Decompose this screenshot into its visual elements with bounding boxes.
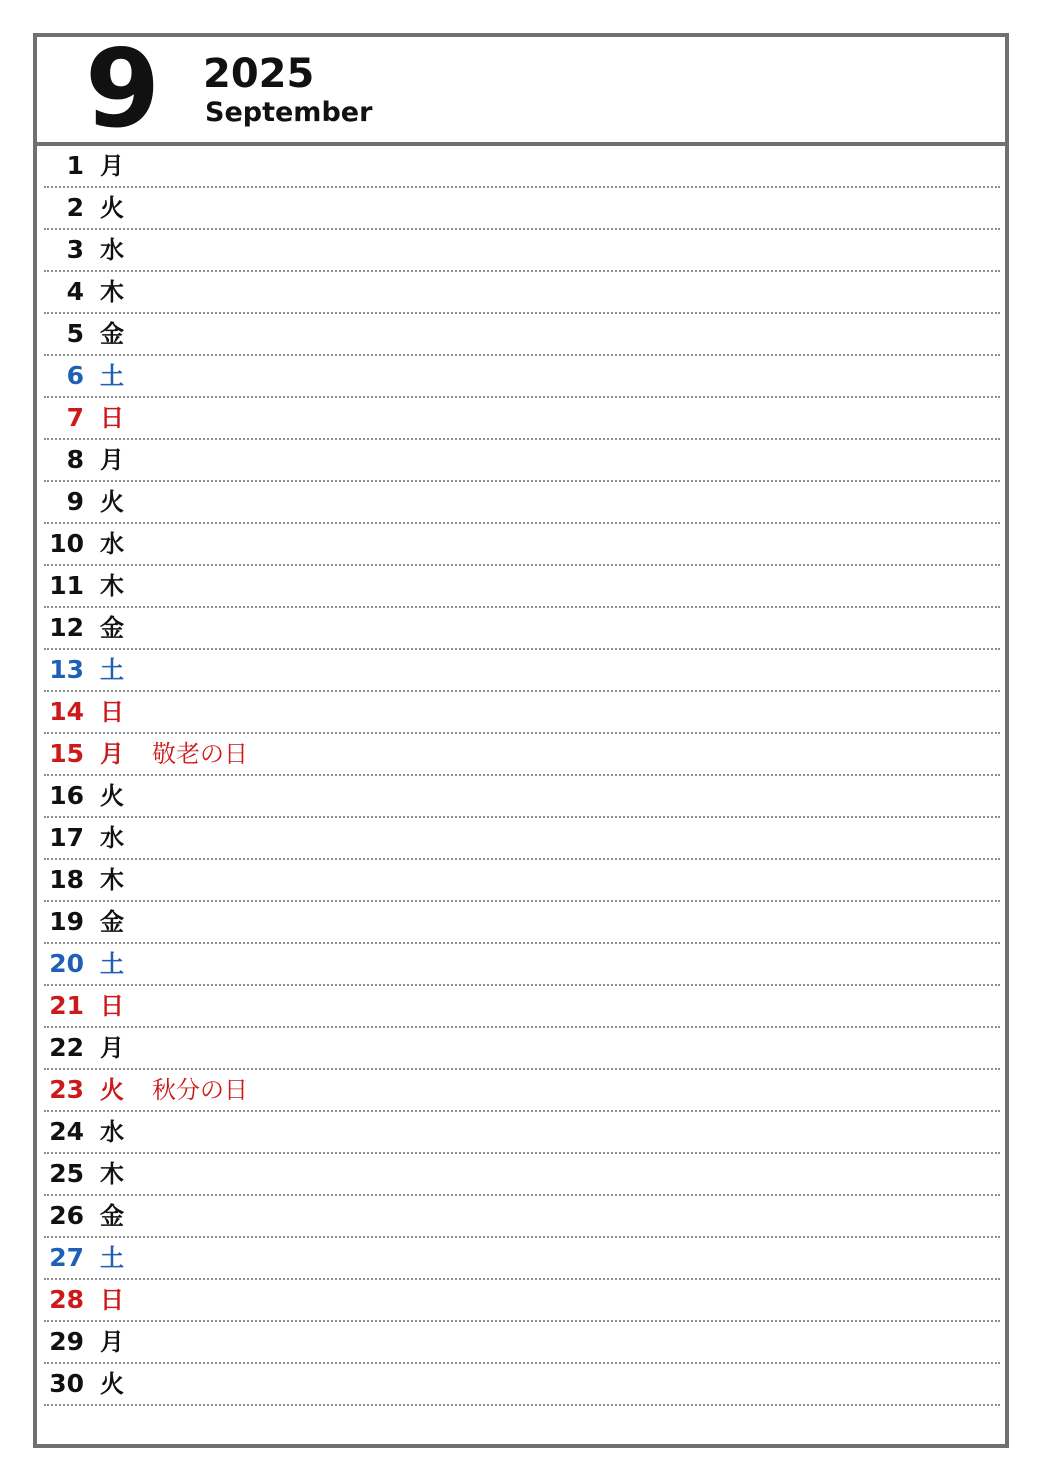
month-number: 9 xyxy=(85,27,161,152)
day-number: 22 xyxy=(49,1033,84,1062)
day-number: 15 xyxy=(49,739,84,768)
day-row[interactable] xyxy=(44,398,1000,440)
day-row[interactable] xyxy=(44,734,1000,776)
day-row[interactable] xyxy=(44,986,1000,1028)
day-row[interactable] xyxy=(44,1070,1000,1112)
day-row[interactable] xyxy=(44,146,1000,188)
weekday-label: 火 xyxy=(100,782,124,810)
day-row[interactable] xyxy=(44,272,1000,314)
day-row[interactable] xyxy=(44,1154,1000,1196)
calendar-header xyxy=(37,27,1005,152)
day-number: 18 xyxy=(49,865,84,894)
day-row[interactable] xyxy=(44,314,1000,356)
day-row[interactable] xyxy=(44,1322,1000,1364)
weekday-label: 金 xyxy=(100,908,124,936)
day-row[interactable] xyxy=(44,524,1000,566)
day-number: 7 xyxy=(66,403,84,432)
day-number: 16 xyxy=(49,781,84,810)
weekday-label: 火 xyxy=(100,1076,124,1104)
day-row[interactable] xyxy=(44,188,1000,230)
day-row[interactable] xyxy=(44,566,1000,608)
day-row[interactable] xyxy=(44,608,1000,650)
weekday-label: 土 xyxy=(100,950,124,978)
weekday-label: 木 xyxy=(100,278,124,306)
day-number: 30 xyxy=(49,1369,84,1398)
weekday-label: 火 xyxy=(100,1370,124,1398)
holiday-name: 秋分の日 xyxy=(152,1076,248,1104)
weekday-label: 月 xyxy=(100,1034,124,1062)
day-number: 28 xyxy=(49,1285,84,1314)
day-number: 1 xyxy=(66,151,84,180)
day-row[interactable] xyxy=(44,1196,1000,1238)
day-row[interactable] xyxy=(44,356,1000,398)
day-row[interactable] xyxy=(44,860,1000,902)
day-number: 21 xyxy=(49,991,84,1020)
weekday-label: 土 xyxy=(100,1244,124,1272)
day-row[interactable] xyxy=(44,818,1000,860)
weekday-label: 水 xyxy=(100,236,124,264)
day-row[interactable] xyxy=(44,1364,1000,1406)
day-list xyxy=(44,146,1000,1406)
weekday-label: 木 xyxy=(100,1160,124,1188)
day-number: 6 xyxy=(66,361,84,390)
day-number: 17 xyxy=(49,823,84,852)
month-name-label: September xyxy=(205,97,373,128)
day-number: 14 xyxy=(49,697,84,726)
day-row[interactable] xyxy=(44,650,1000,692)
day-number: 13 xyxy=(49,655,84,684)
year-label: 2025 xyxy=(203,51,315,97)
day-row[interactable] xyxy=(44,776,1000,818)
day-number: 5 xyxy=(66,319,84,348)
day-row[interactable] xyxy=(44,1112,1000,1154)
day-number: 26 xyxy=(49,1201,84,1230)
weekday-label: 火 xyxy=(100,194,124,222)
day-row[interactable] xyxy=(44,944,1000,986)
holiday-name: 敬老の日 xyxy=(152,740,248,768)
day-row[interactable] xyxy=(44,902,1000,944)
weekday-label: 日 xyxy=(100,1286,124,1314)
calendar-frame xyxy=(33,27,1009,1448)
weekday-label: 金 xyxy=(100,1202,124,1230)
day-number: 25 xyxy=(49,1159,84,1188)
day-number: 29 xyxy=(49,1327,84,1356)
weekday-label: 月 xyxy=(100,1328,124,1356)
day-number: 12 xyxy=(49,613,84,642)
day-number: 23 xyxy=(49,1075,84,1104)
day-row[interactable] xyxy=(44,230,1000,272)
day-row[interactable] xyxy=(44,1238,1000,1280)
weekday-label: 火 xyxy=(100,488,124,516)
day-number: 20 xyxy=(49,949,84,978)
weekday-label: 水 xyxy=(100,824,124,852)
weekday-label: 土 xyxy=(100,656,124,684)
day-number: 11 xyxy=(49,571,84,600)
weekday-label: 水 xyxy=(100,1118,124,1146)
weekday-label: 日 xyxy=(100,992,124,1020)
weekday-label: 水 xyxy=(100,530,124,558)
weekday-label: 土 xyxy=(100,362,124,390)
weekday-label: 月 xyxy=(100,740,124,768)
day-number: 27 xyxy=(49,1243,84,1272)
day-row[interactable] xyxy=(44,1280,1000,1322)
day-row[interactable] xyxy=(44,482,1000,524)
day-number: 4 xyxy=(66,277,84,306)
weekday-label: 月 xyxy=(100,446,124,474)
day-number: 2 xyxy=(66,193,84,222)
day-number: 24 xyxy=(49,1117,84,1146)
weekday-label: 日 xyxy=(100,404,124,432)
weekday-label: 木 xyxy=(100,866,124,894)
day-number: 9 xyxy=(66,487,84,516)
weekday-label: 木 xyxy=(100,572,124,600)
day-row[interactable] xyxy=(44,692,1000,734)
weekday-label: 日 xyxy=(100,698,124,726)
day-number: 10 xyxy=(49,529,84,558)
weekday-label: 金 xyxy=(100,614,124,642)
day-number: 19 xyxy=(49,907,84,936)
day-number: 8 xyxy=(66,445,84,474)
weekday-label: 月 xyxy=(100,152,124,180)
day-row[interactable] xyxy=(44,1028,1000,1070)
weekday-label: 金 xyxy=(100,320,124,348)
day-number: 3 xyxy=(66,235,84,264)
day-row[interactable] xyxy=(44,440,1000,482)
